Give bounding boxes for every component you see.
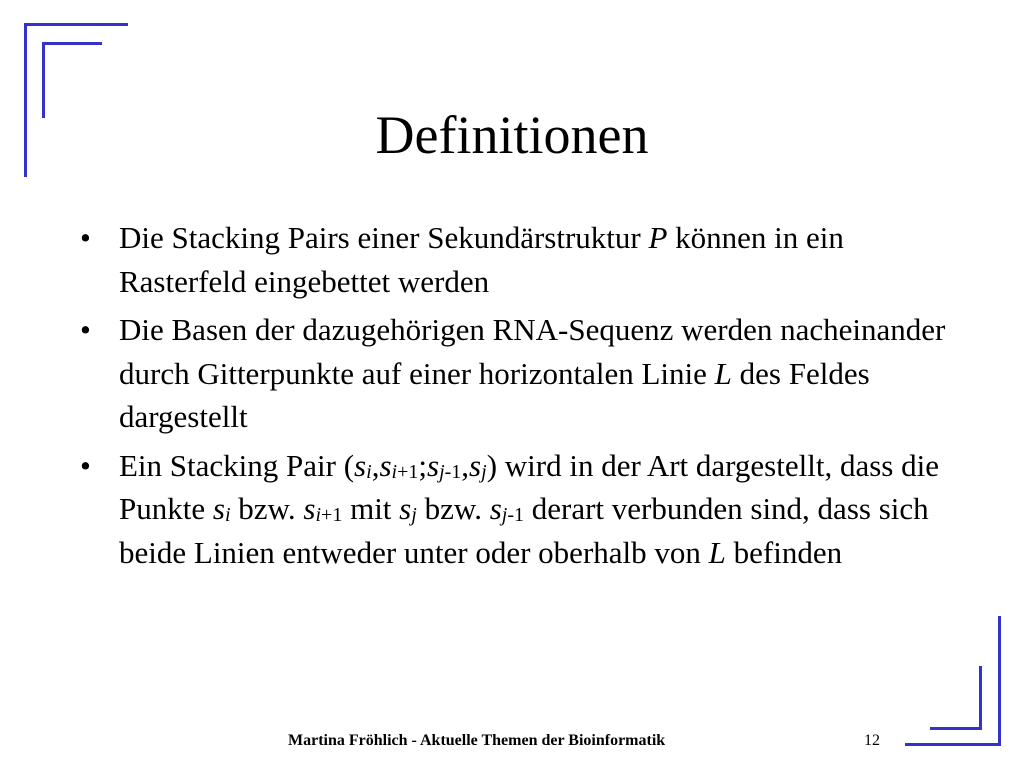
- bullet-glyph: •: [80, 312, 91, 347]
- italic-text: s: [212, 491, 225, 526]
- slide-title: Definitionen: [375, 105, 649, 165]
- subscript-text: i: [224, 504, 231, 526]
- italic-text: L: [714, 355, 732, 391]
- corner-bracket-top-left-outer-h: [24, 23, 128, 26]
- subscript-text: i: [391, 460, 398, 483]
- corner-bracket-top-left-inner-h: [42, 42, 102, 45]
- footer-author-course: Martina Fröhlich - Aktuelle Themen der Bioinformatik: [288, 732, 666, 749]
- text-segment: bzw.: [416, 491, 490, 526]
- text-segment: derart verbunden sind, dass sich beide Linien entweder unter oder oberhalb von: [119, 491, 929, 570]
- italic-text: s: [399, 491, 412, 526]
- subscript-text: j: [411, 504, 417, 526]
- italic-text: P: [648, 220, 668, 255]
- text-segment: können in ein Rasterfeld eingebettet werden: [119, 220, 844, 299]
- text-segment: Die Stacking Pairs einer Sekundärstruktur: [119, 220, 649, 255]
- bullet-item: [78, 444, 958, 575]
- subscript-text: i: [366, 460, 372, 483]
- bullet-glyph: •: [80, 220, 91, 255]
- page-number: 12: [864, 732, 880, 749]
- subscript-text: j: [501, 504, 508, 526]
- italic-text: s: [303, 491, 316, 526]
- corner-bracket-bottom-right-inner-v: [979, 666, 982, 730]
- text-segment: Die Basen der dazugehörigen RNA-Sequenz werden nacheinander durch Gitterpunkte auf einer horizontalen Linie: [119, 312, 946, 391]
- bullet-text: [119, 312, 945, 434]
- bullet-text: [119, 220, 844, 299]
- text-segment: ,: [461, 447, 470, 483]
- text-segment: ) wird in der Art dargestellt, dass die Punkte: [119, 447, 939, 526]
- corner-bracket-bottom-right-inner-h: [930, 727, 982, 730]
- subscript-text: +1: [321, 504, 343, 526]
- text-segment: Ein Stacking Pair (: [119, 447, 355, 483]
- corner-bracket-bottom-right-outer-v: [998, 616, 1001, 746]
- text-segment: ,: [371, 447, 380, 483]
- corner-bracket-bottom-right-outer-h: [905, 743, 1001, 746]
- text-segment: befinden: [725, 534, 843, 570]
- text-segment: ;: [418, 447, 427, 483]
- text-segment: des Feldes dargestellt: [119, 355, 870, 434]
- subscript-text: j: [439, 460, 445, 483]
- subscript-text: -1: [507, 504, 525, 526]
- subscript-text: i: [315, 504, 322, 526]
- italic-text: L: [708, 534, 726, 570]
- bullet-glyph: •: [80, 447, 91, 483]
- bullet-list: [78, 216, 958, 579]
- subscript-text: j: [481, 460, 487, 483]
- italic-text: s: [379, 447, 392, 483]
- text-segment: bzw.: [230, 491, 304, 526]
- italic-text: s: [354, 447, 367, 483]
- text-segment: mit: [342, 491, 400, 526]
- bullet-text: [119, 448, 939, 570]
- italic-text: s: [489, 491, 502, 526]
- bullet-item: [78, 308, 958, 439]
- subscript-text: +1: [397, 460, 419, 483]
- italic-text: s: [426, 447, 440, 483]
- subscript-text: -1: [444, 460, 462, 483]
- bullet-item: [78, 216, 958, 303]
- italic-text: s: [469, 447, 482, 483]
